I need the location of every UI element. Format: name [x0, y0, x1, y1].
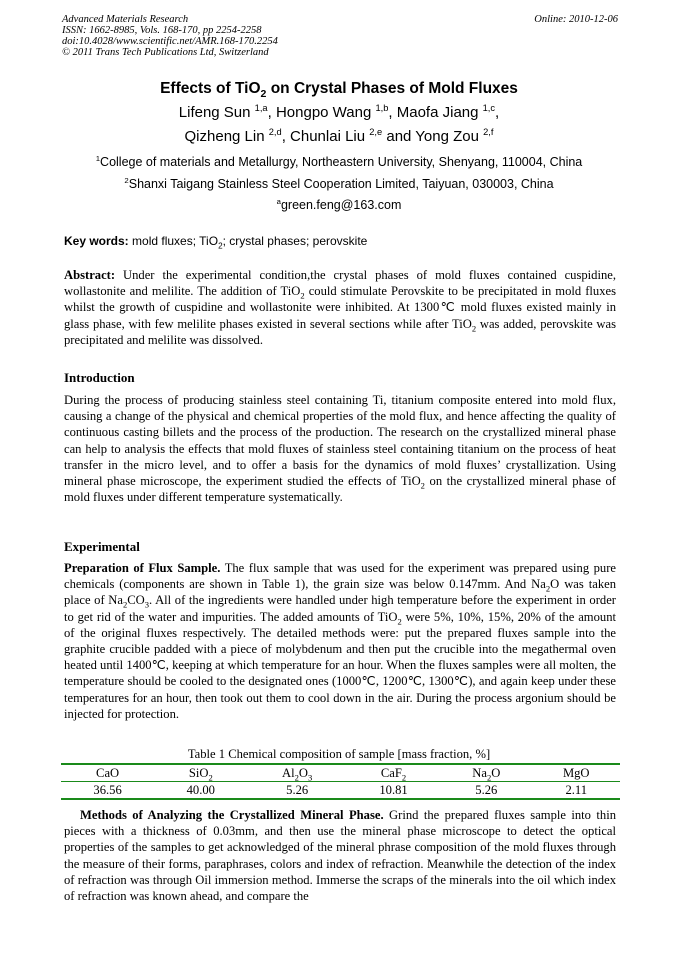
author-name: Maofa Jiang: [396, 104, 483, 121]
preparation-paragraph: [64, 560, 616, 722]
methods-text: Grind the prepared fluxes sample into thin pieces with a thickness of 0.03mm, and then use the mineral phase microscope to detect the optical properties of the samples to get acknowledged of the mineral phrase composition of the mold fluxes through the measure of their forms, paraphrases, colors and index of refraction. Meanwhile the detection of the index of refraction was through Oil immersion method. Immerse the scraps of the minerals into the oil which index of refraction was known ahead, and compare the: [64, 808, 616, 904]
abstract-text: was added, perovskite was precipitated and melilite was dissolved.: [64, 316, 617, 347]
header-text: MgO: [562, 766, 590, 780]
keywords-text: mold fluxes; TiO: [128, 234, 219, 248]
table-header-cell: [440, 764, 532, 782]
issn-line: ISSN: 1662-8985, Vols. 168-170, pp 2254-2258: [62, 25, 262, 36]
affiliation: [0, 177, 678, 191]
author-name: Lifeng Sun: [178, 104, 255, 121]
table-header-cell: [532, 764, 620, 782]
affiliation-text: Shanxi Taigang Stainless Steel Cooperation Limited, Taiyuan, 030003, China: [128, 177, 554, 191]
table-cell: 5.26: [247, 782, 347, 800]
header-subscript: 2: [294, 772, 299, 783]
table-cell: 2.11: [532, 782, 620, 800]
author-line: [0, 128, 678, 145]
preparation-text: were 5%, 10%, 15%, 20% of the amount of the original fluxes respectively. The detailed methods were: put the prepared fluxes sample into the graphite crucible padded with a piece of molybdenum and then put the crucible into the megathermal oven heated until 1400℃, keeping at which temperature for an hour. When the fluxes samples were all molten, the temperature should be cooled to the designated ones (1000℃, 1200℃, 1300℃), and again keep under these temperatures for an hour, then took out them to cool down in the air. During the process argonium should be injected for protection.: [64, 609, 616, 721]
header-text: SiO: [188, 766, 209, 780]
affiliation: [0, 155, 678, 169]
introduction-text: on the crystallized mineral phase of mold fluxes under different temperature systematically.: [64, 474, 617, 505]
author-sep: ,: [495, 104, 500, 121]
abstract-text: could stimulate Perovskite to be precipitated in mold fluxes whilst the growth of cuspidine and wollastonite were inhibited. At 1300℃ mold fluxes existed mainly in glass phase, with few melilite phases existed in several sections while after TiO: [64, 284, 616, 331]
affiliation-sup: 1: [95, 153, 101, 163]
header-subscript: 2: [401, 772, 407, 783]
table-header-cell: [154, 764, 247, 782]
preparation-subscript: 2: [122, 599, 128, 610]
header-text: CaO: [96, 766, 120, 780]
author-email: [0, 198, 678, 212]
author-sup: 1,b: [375, 103, 389, 113]
title-subscript: 2: [260, 88, 267, 101]
keywords: [64, 234, 616, 251]
table-header-row: [61, 764, 620, 782]
abstract-subscript: 2: [471, 323, 477, 334]
copyright-line: © 2011 Trans Tech Publications Ltd, Switzerland: [62, 47, 269, 58]
table-cell: 36.56: [61, 782, 154, 800]
author-sep: ,: [281, 128, 291, 145]
author-sup: 1,a: [254, 103, 268, 113]
keywords-text: ; crystal phases; perovskite: [222, 234, 368, 248]
email-sup: a: [276, 196, 281, 206]
table-row: [61, 782, 620, 800]
header-text: Na: [472, 766, 487, 780]
header-text: Al: [282, 766, 295, 780]
table-cell: 40.00: [154, 782, 247, 800]
table-cell: 5.26: [440, 782, 532, 800]
abstract: [64, 267, 616, 348]
abstract-label: Abstract:: [64, 268, 116, 282]
composition-table: [61, 763, 620, 800]
author-sep: and: [382, 128, 416, 145]
author-name: Hongpo Wang: [275, 104, 376, 121]
email-text: green.feng@163.com: [280, 198, 402, 212]
title-text: Effects of TiO: [160, 80, 261, 97]
preparation-subscript: 3: [144, 599, 150, 610]
header-text: O: [491, 766, 501, 780]
introduction-paragraph: [64, 392, 616, 505]
table-cell: 10.81: [347, 782, 440, 800]
affiliation-sup: 2: [124, 175, 129, 185]
preparation-subscript: 2: [397, 616, 402, 627]
author-name: Qizheng Lin: [184, 128, 269, 145]
introduction-subscript: 2: [420, 480, 425, 491]
journal-header: [62, 14, 618, 58]
methods-label: Methods of Analyzing the Crystallized Mineral Phase.: [80, 808, 384, 822]
preparation-text: CO: [127, 593, 145, 608]
author-sup: 1,c: [482, 103, 496, 113]
paper-title: [0, 80, 678, 101]
abstract-subscript: 2: [300, 290, 305, 301]
header-subscript: 2: [208, 772, 213, 783]
header-formula: $O_3$: [298, 766, 313, 783]
preparation-label: Preparation of Flux Sample.: [64, 561, 221, 575]
author-sep: ,: [388, 104, 397, 121]
table-header-cell: [61, 764, 154, 782]
author-sup: 2,e: [369, 127, 383, 137]
title-text: on Crystal Phases of Mold Fluxes: [266, 80, 518, 97]
introduction-text: During the process of producing stainless steel containing Ti, titanium composite entered into mold flux, causing a change of the physical and chemical properties of the mold flux, and hence affecting the quality of continuous casting billets and the process of the production. The research on the crystallized mineral phase can help to analysis the effects that mold fluxes of stainless steel containing titanium on the process of heat transfer in the micro level, and to offer a basis for the dynamics of mold fluxes’ crystallization. Using mineral phase microscope, the experiment studied the effects of TiO: [64, 393, 616, 489]
header-text: CaF: [380, 766, 402, 780]
keywords-label: Key words:: [64, 234, 129, 248]
table-header-cell: [347, 764, 440, 782]
online-date: Online: 2010-12-06: [534, 14, 618, 25]
author-name: Chunlai Liu: [290, 128, 370, 145]
preparation-text: O was taken place of Na: [64, 577, 617, 608]
author-line: [0, 104, 678, 121]
table-caption: Table 1 Chemical composition of sample [mass fraction, %]: [187, 747, 491, 761]
introduction-heading: Introduction: [64, 370, 135, 385]
journal-name: Advanced Materials Research: [62, 14, 189, 25]
affiliation-text: College of materials and Metallurgy, Northeastern University, Shenyang, 110004, China: [100, 155, 583, 169]
header-subscript: 3: [308, 772, 313, 783]
abstract-text: Under the experimental condition,the crystal phases of mold fluxes contained cuspidine, wollastonite and melilite. The addition of TiO: [64, 268, 616, 299]
preparation-subscript: 2: [545, 583, 551, 594]
keywords-subscript: 2: [218, 241, 223, 251]
experimental-heading: Experimental: [64, 539, 140, 554]
table-header-cell: [247, 764, 347, 782]
doi-line: doi:10.4028/www.scientific.net/AMR.168-170.2254: [62, 36, 278, 47]
author-sup: 2,d: [268, 127, 282, 137]
methods-paragraph: [64, 807, 616, 904]
preparation-text: . All of the ingredients were handled under high temperature before the experiment in order to get rid of the water and impurities. The added amounts of TiO: [64, 593, 616, 624]
author-sep: ,: [267, 104, 276, 121]
author-sup: 2,f: [483, 127, 494, 137]
author-name: Yong Zou: [415, 128, 484, 145]
header-subscript: 2: [486, 772, 492, 783]
preparation-text: The flux sample that was used for the experiment was prepared using pure chemicals (components are shown in Table 1), the grain size was below 0.147mm. And Na: [64, 561, 617, 592]
